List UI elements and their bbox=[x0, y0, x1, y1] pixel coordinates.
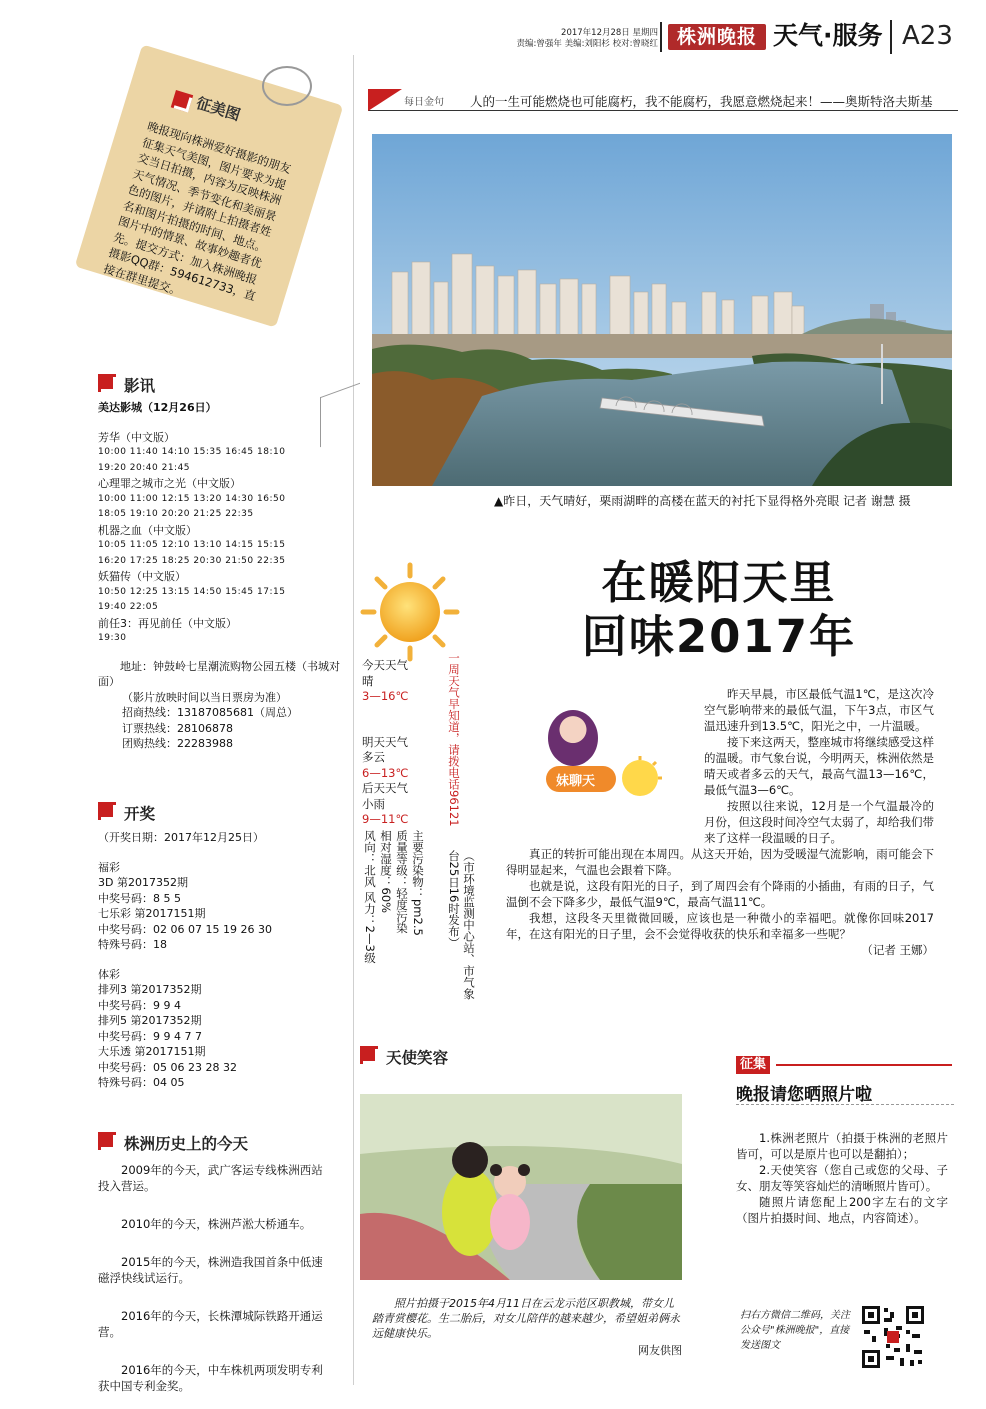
cinema-venue: 美达影城（12月26日） bbox=[98, 401, 217, 414]
cinema-arrow-icon bbox=[98, 374, 116, 392]
article-title bbox=[554, 556, 884, 664]
lottery-date: （开奖日期：2017年12月25日） bbox=[98, 831, 264, 844]
tomorrow-temp: 6—13℃ bbox=[362, 765, 409, 780]
wechat-qr-code-icon[interactable] bbox=[860, 1304, 926, 1370]
history-item: 2015年的今天，株洲造我国首条中低速磁浮快线试运行。 bbox=[98, 1255, 323, 1285]
cinema-listing bbox=[98, 400, 350, 752]
section-title: 天气·服务 bbox=[773, 21, 883, 50]
film-times: 10:50 12:25 13:15 14:50 15:45 17:15 bbox=[98, 586, 286, 597]
article-paragraph: 我想，这段冬天里微微回暖，应该也是一种微小的幸福吧。就像你回味2017年，在这有阳光的日子里，会不会觉得收获的快乐和幸福多一些呢？ bbox=[506, 911, 934, 941]
lottery-line: 中奖号码：02 06 07 15 19 26 30 bbox=[98, 922, 272, 936]
date-line: 2017年12月28日 星期四 bbox=[561, 28, 658, 38]
lottery-line: 特殊号码：04 05 bbox=[98, 1076, 185, 1089]
film-title: 芳华（中文版） bbox=[98, 430, 175, 444]
history-item: 2016年的今天，长株潭城际铁路开通运营。 bbox=[98, 1309, 323, 1339]
solicit-tag: 征集 bbox=[736, 1056, 770, 1074]
film-title: 心理罪之城市之光（中文版） bbox=[98, 477, 241, 490]
quote-label: 每日金句 bbox=[404, 97, 444, 108]
film-title: 前任3：再见前任（中文版） bbox=[98, 616, 237, 630]
article-paragraph: 昨天早晨，市区最低气温1℃，是这次冷空气影响带来的最低气温，下午3点，市区气温迅速升到13.5℃，阳光之中，一片温暖。 bbox=[704, 687, 934, 733]
cinema-note: （影片放映时间以当日票房为准） bbox=[122, 690, 287, 704]
air-wind-info bbox=[362, 830, 377, 1000]
film-times: 16:20 17:25 18:25 20:30 21:50 22:35 bbox=[98, 555, 286, 566]
column-divider bbox=[353, 55, 354, 1385]
film-title: 妖猫传（中文版） bbox=[98, 570, 186, 583]
page-number: A23 bbox=[902, 21, 953, 51]
film-times: 10:05 11:05 12:10 13:10 14:15 15:15 bbox=[98, 540, 286, 550]
article-paragraph: 接下来这两天，整座城市将继续感受这样的温暖。市气象台说，今明两天，株洲依然是晴天或者多云的天气，最高气温13—16℃，最低气温3—6℃。 bbox=[704, 735, 934, 797]
masthead-meta bbox=[508, 28, 658, 50]
angel-heading: 天使笑容 bbox=[386, 1049, 449, 1067]
cinema-address: 地址：钟鼓岭七星潮流购物公园五楼（书城对面） bbox=[98, 659, 340, 688]
quote-text: 人的一生可能燃烧也可能腐朽，我不能腐朽，我愿意燃烧起来！——奥斯特洛夫斯基 bbox=[470, 94, 933, 109]
editor-line: 责编:曾强年 美编:刘阳杉 校对:曾晓红 bbox=[516, 39, 658, 49]
wind-info: 风向：北风 风力：2—3级 bbox=[363, 830, 377, 964]
article-paragraph: 真正的转折可能出现在本周四。从这天开始，因为受暖湿气流影响，雨可能会下得明显起来，气温也会跟着下降。 bbox=[506, 847, 934, 877]
column-badge bbox=[536, 756, 666, 802]
column-name: 妹聊天 bbox=[556, 774, 596, 789]
quote-flag-icon bbox=[368, 89, 402, 111]
history-heading: 株洲历史上的今天 bbox=[124, 1135, 249, 1153]
lottery-line: 中奖号码：05 06 23 28 32 bbox=[98, 1060, 237, 1074]
lottery-heading: 开奖 bbox=[124, 805, 156, 823]
solicit-rule bbox=[776, 1064, 952, 1066]
article-paragraph: 按照以往来说，12月是一个气温最冷的月份，但这段时间冷空气太弱了，却给我们带来了这样一段温暖的日子。 bbox=[704, 799, 934, 845]
lottery-line: 排列5 第2017352期 bbox=[98, 1014, 202, 1027]
after-temp: 9—11℃ bbox=[362, 812, 409, 826]
weather-source: （市环境监测中心站、市气象台25日16时发布） bbox=[447, 850, 476, 1000]
today-cond: 晴 bbox=[362, 673, 374, 688]
after-label: 后天天气 bbox=[362, 781, 408, 795]
film-times: 10:00 11:40 14:10 15:35 16:45 18:10 bbox=[98, 447, 286, 457]
hotline-recruit: 招商热线：13187085681（周总） bbox=[122, 706, 298, 719]
air-level: 质量等级：轻度污染 bbox=[395, 830, 409, 934]
title-line-1: 在暖阳天里 bbox=[601, 556, 837, 609]
hotline-group: 团购热线：22283988 bbox=[122, 737, 233, 750]
solicit-item: 随照片请您配上200字左右的文字（图片拍摄时间、地点，内容简述）。 bbox=[736, 1195, 948, 1225]
angel-caption-text: 照片拍摄于2015年4月11日在云龙示范区职教城，带女儿踏青赏樱花。生二胎后，对女儿陪伴的越来越少，希望姐弟俩永远健康快乐。 bbox=[372, 1297, 680, 1340]
lottery-line: 七乐彩 第2017151期 bbox=[98, 907, 206, 920]
angel-arrow-icon bbox=[360, 1046, 378, 1064]
solicit-item: 1.株洲老照片（拍摄于株洲的老照片皆可，可以是原片也可以是翻拍）； bbox=[736, 1131, 948, 1161]
photo-call-heading: 征美图 bbox=[194, 93, 243, 125]
hotline-ticket: 订票热线：28106878 bbox=[122, 721, 233, 735]
humidity-info bbox=[378, 830, 393, 1000]
today-temp: 3—16℃ bbox=[362, 689, 409, 703]
today-label: 今天天气 bbox=[362, 658, 408, 672]
after-cond: 小雨 bbox=[362, 796, 385, 811]
tomorrow-cond: 多云 bbox=[362, 750, 385, 764]
sports-label: 体彩 bbox=[98, 967, 120, 981]
history-item: 2009年的今天，武广客运专线株洲西站投入营运。 bbox=[98, 1163, 323, 1193]
lottery-line: 中奖号码：8 5 5 bbox=[98, 891, 181, 905]
main-photo bbox=[372, 134, 952, 486]
history-item: 2016年的今天，中车株机两项发明专利获中国专利金奖。 bbox=[98, 1363, 323, 1393]
history-item: 2010年的今天，株洲芦淞大桥通车。 bbox=[121, 1217, 312, 1231]
film-times: 19:20 20:40 21:45 bbox=[98, 462, 191, 473]
weather-forecast bbox=[362, 658, 428, 828]
cinema-heading: 影讯 bbox=[124, 377, 156, 395]
tomorrow-label: 明天天气 bbox=[362, 734, 408, 749]
air-quality-info bbox=[394, 830, 409, 1000]
article-paragraph: 也就是说，这段有阳光的日子，到了周四会有个降雨的小插曲，有雨的日子，气温倒不会下降多少，最低气温9℃，最高气温11℃。 bbox=[506, 879, 934, 909]
lake-skyline-illustration bbox=[372, 134, 952, 486]
lottery-line: 3D 第2017352期 bbox=[98, 876, 188, 889]
article-top-block bbox=[704, 686, 934, 846]
tag-string-icon bbox=[262, 66, 312, 106]
main-photo-caption: ▲昨日，天气晴好，栗雨湖畔的高楼在蓝天的衬托下显得格外亮眼 记者 谢慧 摄 bbox=[494, 494, 911, 508]
angel-photo bbox=[360, 1094, 682, 1280]
article-bottom-block bbox=[506, 846, 934, 958]
history-list bbox=[98, 1162, 330, 1394]
lottery-results bbox=[98, 830, 350, 1091]
solicit-text bbox=[736, 1130, 948, 1226]
lottery-line: 特殊号码：18 bbox=[98, 938, 167, 951]
section-divider bbox=[890, 20, 892, 54]
lottery-line: 排列3 第2017352期 bbox=[98, 983, 202, 996]
qr-note: 扫右方微信二维码，关注公众号"株洲晚报"，直接发送图文 bbox=[740, 1310, 850, 1351]
solicit-item: 2.天使笑容（您自己或您的父母、子女、朋友等笑容灿烂的清晰照片皆可）。 bbox=[736, 1163, 948, 1193]
lottery-line: 中奖号码：9 9 4 7 7 bbox=[98, 1029, 202, 1043]
sun-icon bbox=[360, 562, 460, 662]
solicit-title: 晚报请您晒照片啦 bbox=[736, 1085, 872, 1105]
angel-caption bbox=[372, 1296, 682, 1358]
solicit-dash-rule bbox=[736, 1104, 954, 1110]
film-times: 10:00 11:00 12:15 13:20 14:30 16:50 bbox=[98, 493, 286, 504]
lottery-line: 大乐透 第2017151期 bbox=[98, 1045, 206, 1058]
film-times: 18:05 19:10 20:20 21:25 22:35 bbox=[98, 509, 254, 519]
pollutant-info bbox=[410, 830, 425, 1000]
article-byline: （记者 王娜） bbox=[861, 943, 934, 957]
film-title: 机器之血（中文版） bbox=[98, 523, 197, 537]
lottery-arrow-icon bbox=[98, 802, 116, 820]
weather-hotline: 一周天气早知道，请拨电话96121 bbox=[447, 652, 461, 827]
photo-call-text: 晚报现向株洲爱好摄影的朋友征集天气美图，图片要求为提交当日拍摄，内容为反映株洲天气情况、季节变化和美丽景色的图片，并请附上拍摄者姓名和图片拍摄的时间、地点。图片中的情景、故事妙趣者优先。提交方式：加入株洲晚报摄影QQ群：594612733，直接在群里提交。 bbox=[102, 118, 293, 304]
pollutant: 主要污染物：pm2.5 bbox=[411, 830, 425, 936]
humidity: 相对湿度：60% bbox=[379, 830, 393, 914]
angel-credit: 网友供图 bbox=[638, 1344, 682, 1357]
masthead-divider bbox=[660, 22, 662, 52]
lottery-line: 中奖号码：9 9 4 bbox=[98, 998, 181, 1012]
welfare-label: 福彩 bbox=[98, 860, 120, 874]
paper-logo: 株洲晚报 bbox=[668, 24, 766, 50]
title-line-2: 回味2017年 bbox=[581, 610, 857, 663]
film-times: 19:40 22:05 bbox=[98, 602, 159, 612]
history-arrow-icon bbox=[98, 1132, 116, 1150]
film-times: 19:30 bbox=[98, 633, 127, 643]
